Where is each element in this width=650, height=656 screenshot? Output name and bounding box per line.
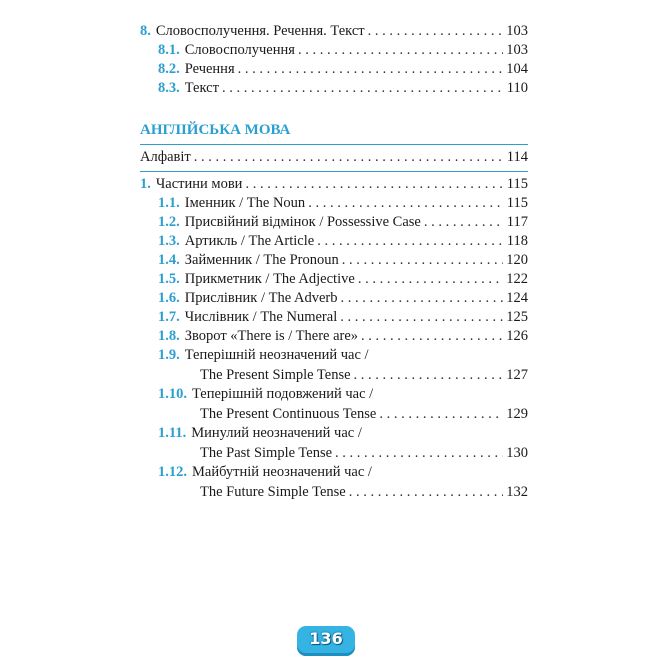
toc-entry[interactable] bbox=[140, 346, 528, 385]
toc-leader bbox=[354, 365, 504, 385]
toc-entry[interactable] bbox=[140, 79, 528, 98]
toc-number: 1.8. bbox=[158, 328, 180, 344]
toc-page: 129 bbox=[506, 406, 528, 422]
toc-title: Словосполучення. Речення. Текст bbox=[155, 23, 365, 39]
toc-page: 130 bbox=[506, 445, 528, 461]
toc-leader bbox=[379, 404, 503, 424]
toc-entry[interactable] bbox=[140, 289, 528, 308]
toc-entry[interactable] bbox=[140, 385, 528, 424]
toc-entry[interactable] bbox=[140, 175, 528, 194]
toc-leader bbox=[298, 41, 503, 60]
toc-number: 8.2. bbox=[158, 61, 180, 77]
table-of-contents bbox=[140, 22, 528, 502]
toc-title: Текст bbox=[184, 80, 219, 96]
toc-number: 1.11. bbox=[158, 425, 187, 441]
toc-number: 1.4. bbox=[158, 252, 180, 268]
section-divider bbox=[140, 171, 528, 172]
toc-title: Частини мови bbox=[155, 176, 243, 192]
toc-entry[interactable] bbox=[140, 251, 528, 270]
toc-page: 124 bbox=[506, 290, 528, 306]
toc-title-continued: The Present Continuous Tense bbox=[200, 406, 377, 422]
toc-page: 104 bbox=[506, 61, 528, 77]
toc-title: Зворот «There is / There are» bbox=[184, 328, 359, 344]
toc-leader bbox=[340, 308, 503, 327]
toc-title: Прислівник / The Adverb bbox=[184, 290, 338, 306]
toc-entry[interactable] bbox=[140, 213, 528, 232]
toc-number: 1.12. bbox=[158, 464, 187, 480]
toc-leader bbox=[340, 289, 503, 308]
toc-entry[interactable] bbox=[140, 327, 528, 346]
toc-page: 114 bbox=[506, 149, 528, 165]
toc-title: Минулий неозначений час / bbox=[191, 425, 362, 441]
toc-number: 1.5. bbox=[158, 271, 180, 287]
toc-leader bbox=[361, 327, 503, 346]
toc-title: Присвійний відмінок / Possessive Case bbox=[184, 214, 421, 230]
toc-number: 1.10. bbox=[158, 386, 187, 402]
toc-page: 126 bbox=[506, 328, 528, 344]
toc-leader bbox=[342, 251, 504, 270]
toc-title: Словосполучення bbox=[184, 42, 295, 58]
toc-number: 1.1. bbox=[158, 195, 180, 211]
toc-title-continued: The Future Simple Tense bbox=[200, 484, 346, 500]
toc-page: 125 bbox=[506, 309, 528, 325]
toc-number: 8. bbox=[140, 23, 151, 39]
toc-title: Речення bbox=[184, 61, 235, 77]
toc-leader bbox=[238, 60, 504, 79]
section-divider bbox=[140, 144, 528, 145]
toc-entry[interactable] bbox=[140, 41, 528, 60]
toc-page: 122 bbox=[506, 271, 528, 287]
toc-page: 103 bbox=[506, 23, 528, 39]
section-heading: АНГЛІЙСЬКА МОВА bbox=[140, 122, 291, 138]
toc-number: 8.1. bbox=[158, 42, 180, 58]
toc-title: Теперішній неозначений час / bbox=[184, 347, 369, 363]
toc-page: 117 bbox=[506, 214, 528, 230]
toc-title-continued: The Present Simple Tense bbox=[200, 367, 351, 383]
toc-page: 115 bbox=[506, 195, 528, 211]
toc-page: 120 bbox=[506, 252, 528, 268]
toc-number: 1.7. bbox=[158, 309, 180, 325]
toc-title: Іменник / The Noun bbox=[184, 195, 306, 211]
toc-page: 115 bbox=[506, 176, 528, 192]
toc-number: 8.3. bbox=[158, 80, 180, 96]
toc-leader bbox=[358, 270, 503, 289]
page-number: 136 bbox=[309, 629, 343, 648]
toc-number: 1. bbox=[140, 176, 151, 192]
toc-title: Прикметник / The Adjective bbox=[184, 271, 355, 287]
toc-title: Артикль / The Article bbox=[184, 233, 315, 249]
toc-leader bbox=[335, 443, 503, 463]
toc-leader bbox=[424, 213, 504, 232]
toc-leader bbox=[368, 22, 504, 41]
toc-page: 110 bbox=[506, 80, 528, 96]
toc-page: 132 bbox=[506, 484, 528, 500]
toc-leader bbox=[308, 194, 504, 213]
toc-number: 1.3. bbox=[158, 233, 180, 249]
toc-title: Теперішній подовжений час / bbox=[192, 386, 374, 402]
toc-leader bbox=[222, 79, 504, 98]
toc-entry[interactable] bbox=[140, 194, 528, 213]
toc-entry[interactable] bbox=[140, 270, 528, 289]
toc-entry[interactable] bbox=[140, 148, 528, 167]
toc-title: Займенник / The Pronoun bbox=[184, 252, 339, 268]
toc-entry[interactable] bbox=[140, 308, 528, 327]
page-number-badge bbox=[297, 626, 355, 656]
toc-number: 1.2. bbox=[158, 214, 180, 230]
toc-entry[interactable] bbox=[140, 232, 528, 251]
toc-entry[interactable] bbox=[140, 463, 528, 502]
toc-entry[interactable] bbox=[140, 60, 528, 79]
toc-page: 127 bbox=[506, 367, 528, 383]
toc-number: 1.9. bbox=[158, 347, 180, 363]
toc-entry[interactable] bbox=[140, 22, 528, 41]
toc-title: Числівник / The Numeral bbox=[184, 309, 338, 325]
toc-title-continued: The Past Simple Tense bbox=[200, 445, 333, 461]
toc-leader bbox=[349, 482, 504, 502]
toc-entry[interactable] bbox=[140, 424, 528, 463]
toc-page: 118 bbox=[506, 233, 528, 249]
toc-title: Майбутній неозначений час / bbox=[192, 464, 372, 480]
toc-number: 1.6. bbox=[158, 290, 180, 306]
toc-leader bbox=[245, 175, 503, 194]
toc-page: 103 bbox=[506, 42, 528, 58]
toc-leader bbox=[194, 148, 504, 167]
toc-title: Алфавіт bbox=[140, 149, 191, 165]
toc-leader bbox=[317, 232, 504, 251]
